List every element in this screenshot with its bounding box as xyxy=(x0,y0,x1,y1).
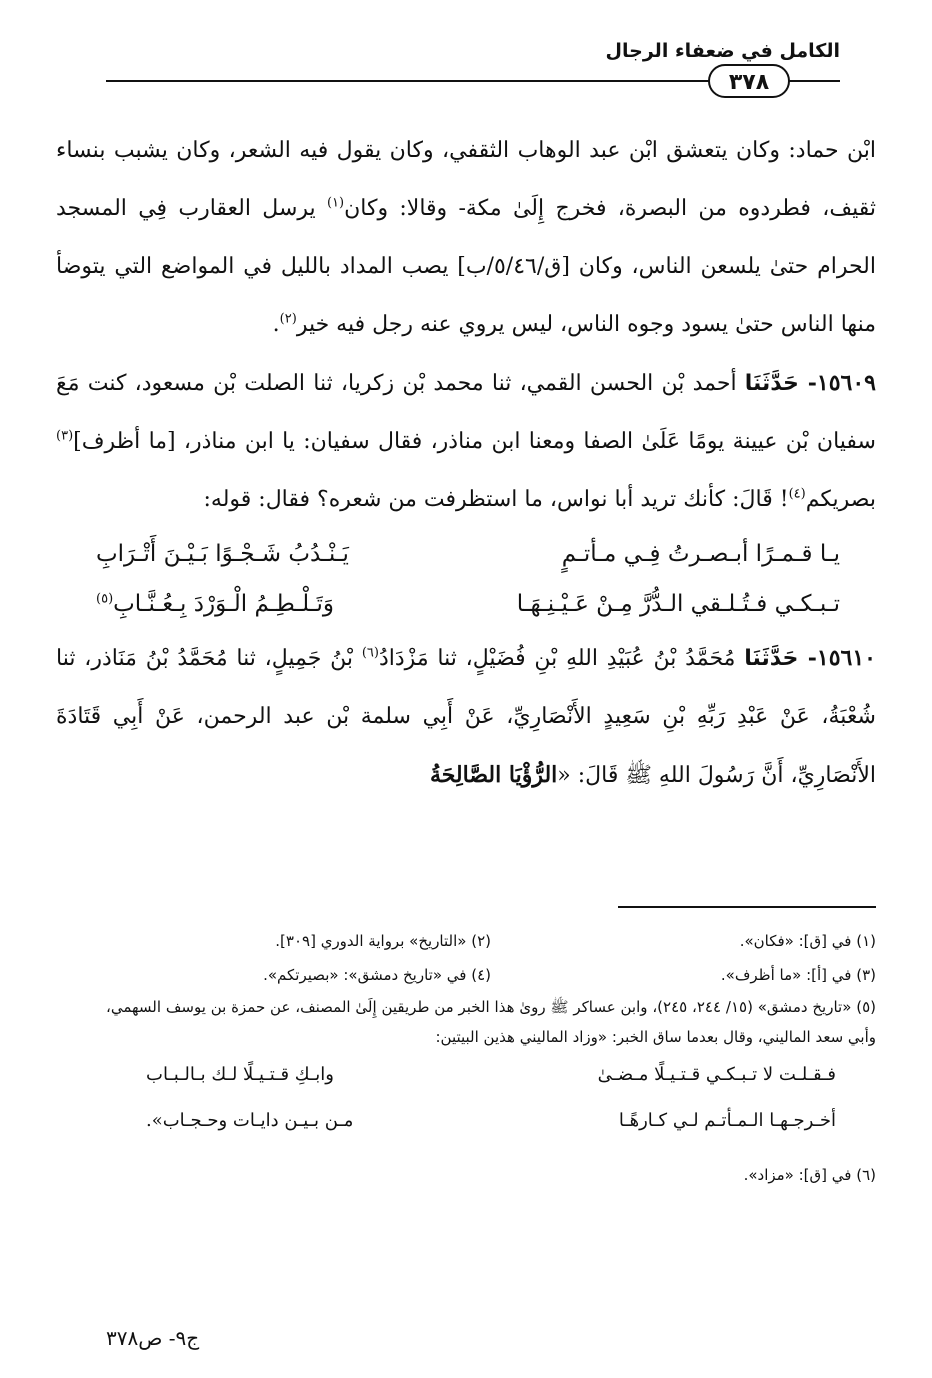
haddathana-word: حَدَّثَنَا xyxy=(744,371,799,396)
footnote-2: (٢) «التاريخ» برواية الدوري [٣٠٩]. xyxy=(275,932,491,950)
footnote-5: (٥) «تاريخ دمشق» (١٥/ ٢٤٤، ٢٤٥)، وابن عساكر ﷺ روىٰ هذا الخبر من طريقين إِلَىٰ المصنف، عن حمزة بن يوسف السهمي، وأبي سعد الماليني، وقال بعدما ساق الخبر: «وزاد الماليني هذين البيتين: xyxy=(106,998,876,1046)
verse-hemistich: فـقـلـت لا تـبـكـي قـتـيـلًا مـضـىٰ xyxy=(597,1064,836,1085)
hadith-15610: ١٥٦١٠- حَدَّثَنَا مُحَمَّدُ بْنُ عُبَيْدِ اللهِ بْنِ فُضَيْلٍ، ثنا مَزْدَادُ$^{(٦)}$ بْنُ جَمِيلٍ، ثنا مُحَمَّدُ بْنُ مَنَاذر، ثنا شُعْبَةُ، عَنْ عَبْدِ رَبِّهِ بْنِ سَعِيدٍ الأَنْصَارِيِّ، عَنْ أَبِي سلمة بْن عبد الرحمن، عَنْ أَبِي قَتَادَةَ الأَنْصَارِيِّ، أَنَّ رَسُولَ اللهِ ﷺ قَالَ: «الرُّؤْيَا الصَّالِحَةُ xyxy=(56,645,876,788)
verse-hemistich: أخـرجـهـا الـمـأتـم لـي كـارهًـا xyxy=(618,1110,836,1131)
footnote-ref-3[interactable]: (٣) xyxy=(56,428,74,444)
verse-hemistich: مـن بـيـن دايـات وحـجـاب». xyxy=(146,1110,354,1131)
main-text xyxy=(56,122,876,805)
footnote-ref-6[interactable]: (٦) xyxy=(361,645,379,661)
footnote-verse-line-2 xyxy=(106,1098,876,1144)
footnote-6: (٦) في [ق]: «مزاد». xyxy=(743,1166,876,1184)
hadith-number: ١٥٦١٠- xyxy=(798,645,876,671)
verse-hemistich: وابـكِ قـتـيـلًا لـك بـالـبـاب xyxy=(146,1064,334,1085)
verse-line-2 xyxy=(56,579,876,629)
footnote-4: (٤) في «تاريخ دمشق»: «بصيرتكم». xyxy=(263,966,491,984)
verse-line-1 xyxy=(56,529,876,579)
paragraph-intro: ابْن حماد: وكان يتعشق ابْن عبد الوهاب الثقفي، وكان يقول فيه الشعر، وكان يشبب بنساء ثقيف، فطردوه من البصرة، فخرج إِلَىٰ مكة- وقالا: وكان$^{(١)}$ يرسل العقارب فِي المسجد الحرام حتىٰ يلسعن الناس، وكان [ق/٥/٤٦/ب] يصب المداد بالليل في المواضع التي يتوضأ منها الناس حتىٰ يسود وجوه الناس، ليس يروي عنه رجل فيه خير$^{(٢)}$. xyxy=(56,138,876,337)
verse-hemistich: تـبـكـي فـتُـلـقي الـدُّرَّ مِـنْ عَـيْـنِـهَـا xyxy=(516,591,840,617)
haddathana-word: حَدَّثَنَا xyxy=(744,646,799,671)
footnote-grid xyxy=(106,924,876,992)
footnote-separator xyxy=(618,906,876,908)
hadith-text-bold: الرُّؤْيَا الصَّالِحَةُ xyxy=(429,762,558,788)
verse-hemistich: يـا قـمـرًا أبـصـرتُ فِـي مـأتـمٍ xyxy=(561,541,840,567)
verse-hemistich: وَتَـلْـطِـمُ الْـوَرْدَ بِـعُـنَّـابِ$^{(٥)}$ xyxy=(96,591,334,617)
footnote-3: (٣) في [أ]: «ما أظرف». xyxy=(720,966,876,984)
verse-hemistich: يَـنْـدُبُ شَـجْـوًا بَـيْـنَ أَتْـرَابِ xyxy=(96,541,349,567)
footnote-1: (١) في [ق]: «فكان». xyxy=(739,932,876,950)
volume-page-label: ج٩- ص٣٧٨ xyxy=(106,1326,200,1350)
footnote-ref-5[interactable]: (٥) xyxy=(96,591,114,607)
footnote-verse-line-1 xyxy=(106,1052,876,1098)
footnote-ref-2[interactable]: (٢) xyxy=(279,311,297,327)
hadith-number: ١٥٦٠٩- xyxy=(798,370,876,396)
footnote-ref-4[interactable]: (٤) xyxy=(788,486,806,502)
footnote-ref-1[interactable]: (١) xyxy=(326,195,345,211)
running-title: الكامل في ضعفاء الرجال xyxy=(605,40,840,62)
footnotes xyxy=(106,924,876,1192)
page-number-badge: ٣٧٨ xyxy=(708,64,790,98)
hadith-15609: ١٥٦٠٩- حَدَّثَنَا أحمد بْن الحسن القمي، ثنا محمد بْن زكريا، ثنا الصلت بْن مسعود، كنت مَعَ سفيان بْن عيينة يومًا عَلَىٰ الصفا ومعنا ابن مناذر، فقال سفيان: يا ابن مناذر، [ما أظرف]$^{(٣)}$ بصريكم$^{(٤)}$! قَالَ: كأنك تريد أبا نواس، ما استظرفت من شعره؟ فقال: قوله: xyxy=(56,370,876,512)
